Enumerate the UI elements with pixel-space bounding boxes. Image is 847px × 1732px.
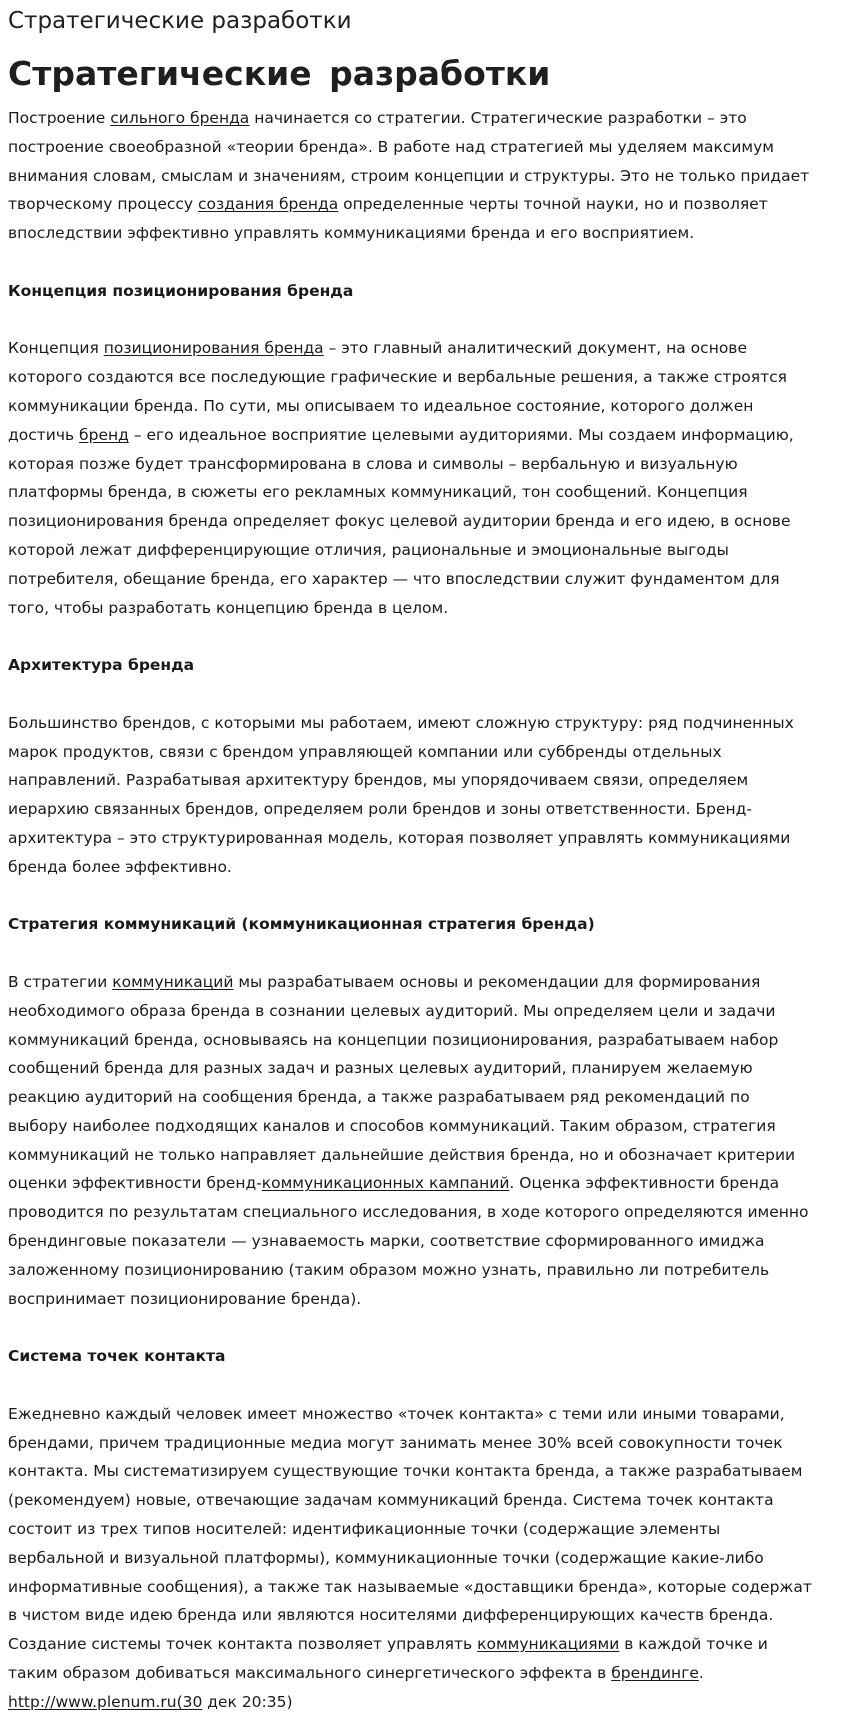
source-date: дек 20:35) bbox=[202, 1693, 293, 1711]
text-span: В стратегии bbox=[8, 972, 113, 991]
text-span: – это главный аналитический документ, на основе bbox=[323, 339, 747, 358]
text-span: в каждой точке и bbox=[619, 1635, 768, 1654]
positioning-section bbox=[8, 277, 839, 623]
text-line: позиционирования бренда определяет фокус целевой аудитории бренда и его идею, в основе bbox=[8, 512, 791, 531]
text-line: реакцию аудиторий на сообщения бренда, а также разрабатываем ряд рекомендаций по bbox=[8, 1088, 750, 1107]
text-line bbox=[8, 1630, 839, 1659]
text-line: которой лежат дифференцирующие отличия, рациональные и эмоциональные выгоды bbox=[8, 540, 729, 559]
text-line bbox=[8, 190, 839, 219]
paragraph-gap bbox=[8, 1371, 839, 1400]
text-span: таким образом добиваться максимального синергетического эффекта в bbox=[8, 1664, 612, 1683]
text-line: состоит из трех типов носителей: идентификационные точки (содержащие элементы bbox=[8, 1520, 721, 1539]
text-line bbox=[8, 1169, 839, 1198]
text-line bbox=[8, 968, 839, 997]
text-line: внимания словам, смыслам и значениям, строим концепции и структуры. Это не только придает bbox=[8, 166, 810, 185]
text-line: построение своеобразной «теории бренда». В работе над стратегией мы уделяем максимум bbox=[8, 137, 774, 156]
section-heading-architecture: Архитектура бренда bbox=[8, 656, 195, 675]
section-heading-communications: Стратегия коммуникаций (коммуникационная стратегия бренда) bbox=[8, 915, 595, 934]
text-line: того, чтобы разработать концепцию бренда в целом. bbox=[8, 598, 449, 617]
text-line: потребителя, обещание бренда, его характер — что впоследствии служит фундаментом для bbox=[8, 569, 780, 588]
text-line: Ежедневно каждый человек имеет множество «точек контакта» с теми или иными товарами, bbox=[8, 1404, 785, 1423]
source-link[interactable]: http://www.plenum.ru(30 bbox=[8, 1693, 203, 1711]
touchpoints-section bbox=[8, 1342, 839, 1688]
branding-link[interactable]: брендинге bbox=[611, 1664, 699, 1683]
text-line: (рекомендуем) новые, отвечающие задачам коммуникаций бренда. Система точек контакта bbox=[8, 1491, 774, 1510]
text-span: . Оценка эффективности бренда bbox=[509, 1174, 780, 1193]
text-line: коммуникаций не только направляет дальнейшие действия бренда, но и обозначает критерии bbox=[8, 1145, 796, 1164]
section-heading-positioning: Концепция позиционирования бренда bbox=[8, 281, 354, 300]
text-span: . bbox=[698, 1664, 704, 1683]
text-line: воспринимает позиционирование бренда). bbox=[8, 1289, 362, 1308]
article-page bbox=[0, 6, 847, 1732]
text-span: Построение bbox=[8, 109, 111, 127]
text-line: необходимого образа бренда в сознании целевых аудиторий. Мы определяем цели и задачи bbox=[8, 1001, 776, 1020]
text-span: – его идеальное восприятие целевыми аудиториями. Мы создаем информацию, bbox=[128, 425, 794, 444]
paragraph-gap bbox=[8, 622, 839, 651]
brand-positioning-link[interactable]: позиционирования бренда bbox=[103, 339, 324, 358]
text-line: сообщений бренда для разных задач и разных целевых аудиторий, планируем желаемую bbox=[8, 1059, 753, 1078]
text-line bbox=[8, 104, 839, 133]
text-line: коммуникаций бренда, основываясь на концепции позиционирования, разрабатываем набор bbox=[8, 1030, 779, 1049]
article-body bbox=[8, 104, 839, 1688]
text-span: творческому процессу bbox=[8, 195, 199, 214]
text-line: направлений. Разрабатывая архитектуру брендов, мы упорядочиваем связи, определяем bbox=[8, 771, 749, 790]
text-span: оценки эффективности бренд- bbox=[8, 1174, 262, 1193]
text-line: вербальной и визуальной платформы), коммуникационные точки (содержащие какие-либо bbox=[8, 1548, 764, 1567]
page-header-title: Стратегические разработки bbox=[8, 8, 352, 34]
intro-section bbox=[8, 104, 839, 248]
paragraph-gap bbox=[8, 680, 839, 709]
text-line bbox=[8, 1659, 839, 1688]
text-line: архитектура – это структурированная модель, которая позволяет управлять коммуникациями bbox=[8, 828, 791, 847]
section-heading-touchpoints: Система точек контакта bbox=[8, 1347, 226, 1366]
text-line: марок продуктов, связи с брендом управляющей компании или суббренды отдельных bbox=[8, 742, 722, 761]
communications-link-2[interactable]: коммуникациями bbox=[477, 1635, 620, 1654]
strong-brand-link[interactable]: сильного бренда bbox=[110, 109, 250, 127]
paragraph-gap bbox=[8, 248, 839, 277]
article-title: Стратегические разработки bbox=[8, 54, 551, 93]
brand-creation-link[interactable]: создания бренда bbox=[198, 195, 339, 214]
text-line: Большинство брендов, с которыми мы работаем, имеют сложную структуру: ряд подчиненных bbox=[8, 713, 794, 732]
text-line: впоследствии эффективно управлять коммуникациями бренда и его восприятием. bbox=[8, 224, 695, 243]
text-line: коммуникации бренда. По сути, мы описываем то идеальное состояние, которого должен bbox=[8, 396, 754, 415]
text-line: проводится по результатам специального исследования, в ходе которого определяются именно bbox=[8, 1203, 809, 1222]
text-line: брендами, причем традиционные медиа могут занимать менее 30% всей совокупности точек bbox=[8, 1433, 783, 1452]
architecture-section bbox=[8, 651, 839, 881]
text-line: бренда более эффективно. bbox=[8, 857, 232, 876]
text-span: Создание системы точек контакта позволяет управлять bbox=[8, 1635, 478, 1654]
communications-section bbox=[8, 910, 839, 1313]
brand-link[interactable]: бренд bbox=[79, 425, 129, 444]
text-line: в чистом виде идею бренда или являются носителями дифференцирующих качеств бренда. bbox=[8, 1606, 774, 1625]
text-line: которого создаются все последующие графические и вербальные решения, а также строятся bbox=[8, 368, 787, 387]
text-span: начинается со стратегии. Стратегические разработки – это bbox=[249, 109, 747, 127]
text-line bbox=[8, 421, 839, 450]
text-line: брендинговые показатели — узнаваемость марки, соответствие сформированного имиджа bbox=[8, 1232, 765, 1251]
communications-link[interactable]: коммуникаций bbox=[112, 972, 234, 991]
communication-campaigns-link[interactable]: коммуникационных кампаний bbox=[261, 1174, 510, 1193]
text-line: контакта. Мы систематизируем существующие точки контакта бренда, а также разрабатываем bbox=[8, 1462, 803, 1481]
text-line: информативные сообщения), а также так называемые «доставщики бренда», которые содержат bbox=[8, 1577, 812, 1596]
paragraph-gap bbox=[8, 1313, 839, 1342]
text-line bbox=[8, 334, 839, 363]
text-line: платформы бренда, в сюжеты его рекламных коммуникаций, тон сообщений. Концепция bbox=[8, 483, 748, 502]
source-line bbox=[8, 1688, 293, 1717]
paragraph-gap bbox=[8, 882, 839, 911]
text-span: определенные черты точной науки, но и позволяет bbox=[338, 195, 768, 214]
text-line: выбору наиболее подходящих каналов и способов коммуникаций. Таким образом, стратегия bbox=[8, 1116, 776, 1135]
paragraph-gap bbox=[8, 306, 839, 335]
text-line: иерархию связанных брендов, определяем роли брендов и зоны ответственности. Бренд- bbox=[8, 800, 752, 819]
text-line: которая позже будет трансформирована в слова и символы – вербальную и визуальную bbox=[8, 454, 738, 473]
text-line: заложенному позиционированию (таким образом можно узнать, правильно ли потребитель bbox=[8, 1260, 770, 1279]
paragraph-gap bbox=[8, 939, 839, 968]
text-span: Концепция bbox=[8, 339, 104, 358]
text-span: достичь bbox=[8, 425, 80, 444]
text-span: мы разрабатываем основы и рекомендации для формирования bbox=[233, 972, 761, 991]
